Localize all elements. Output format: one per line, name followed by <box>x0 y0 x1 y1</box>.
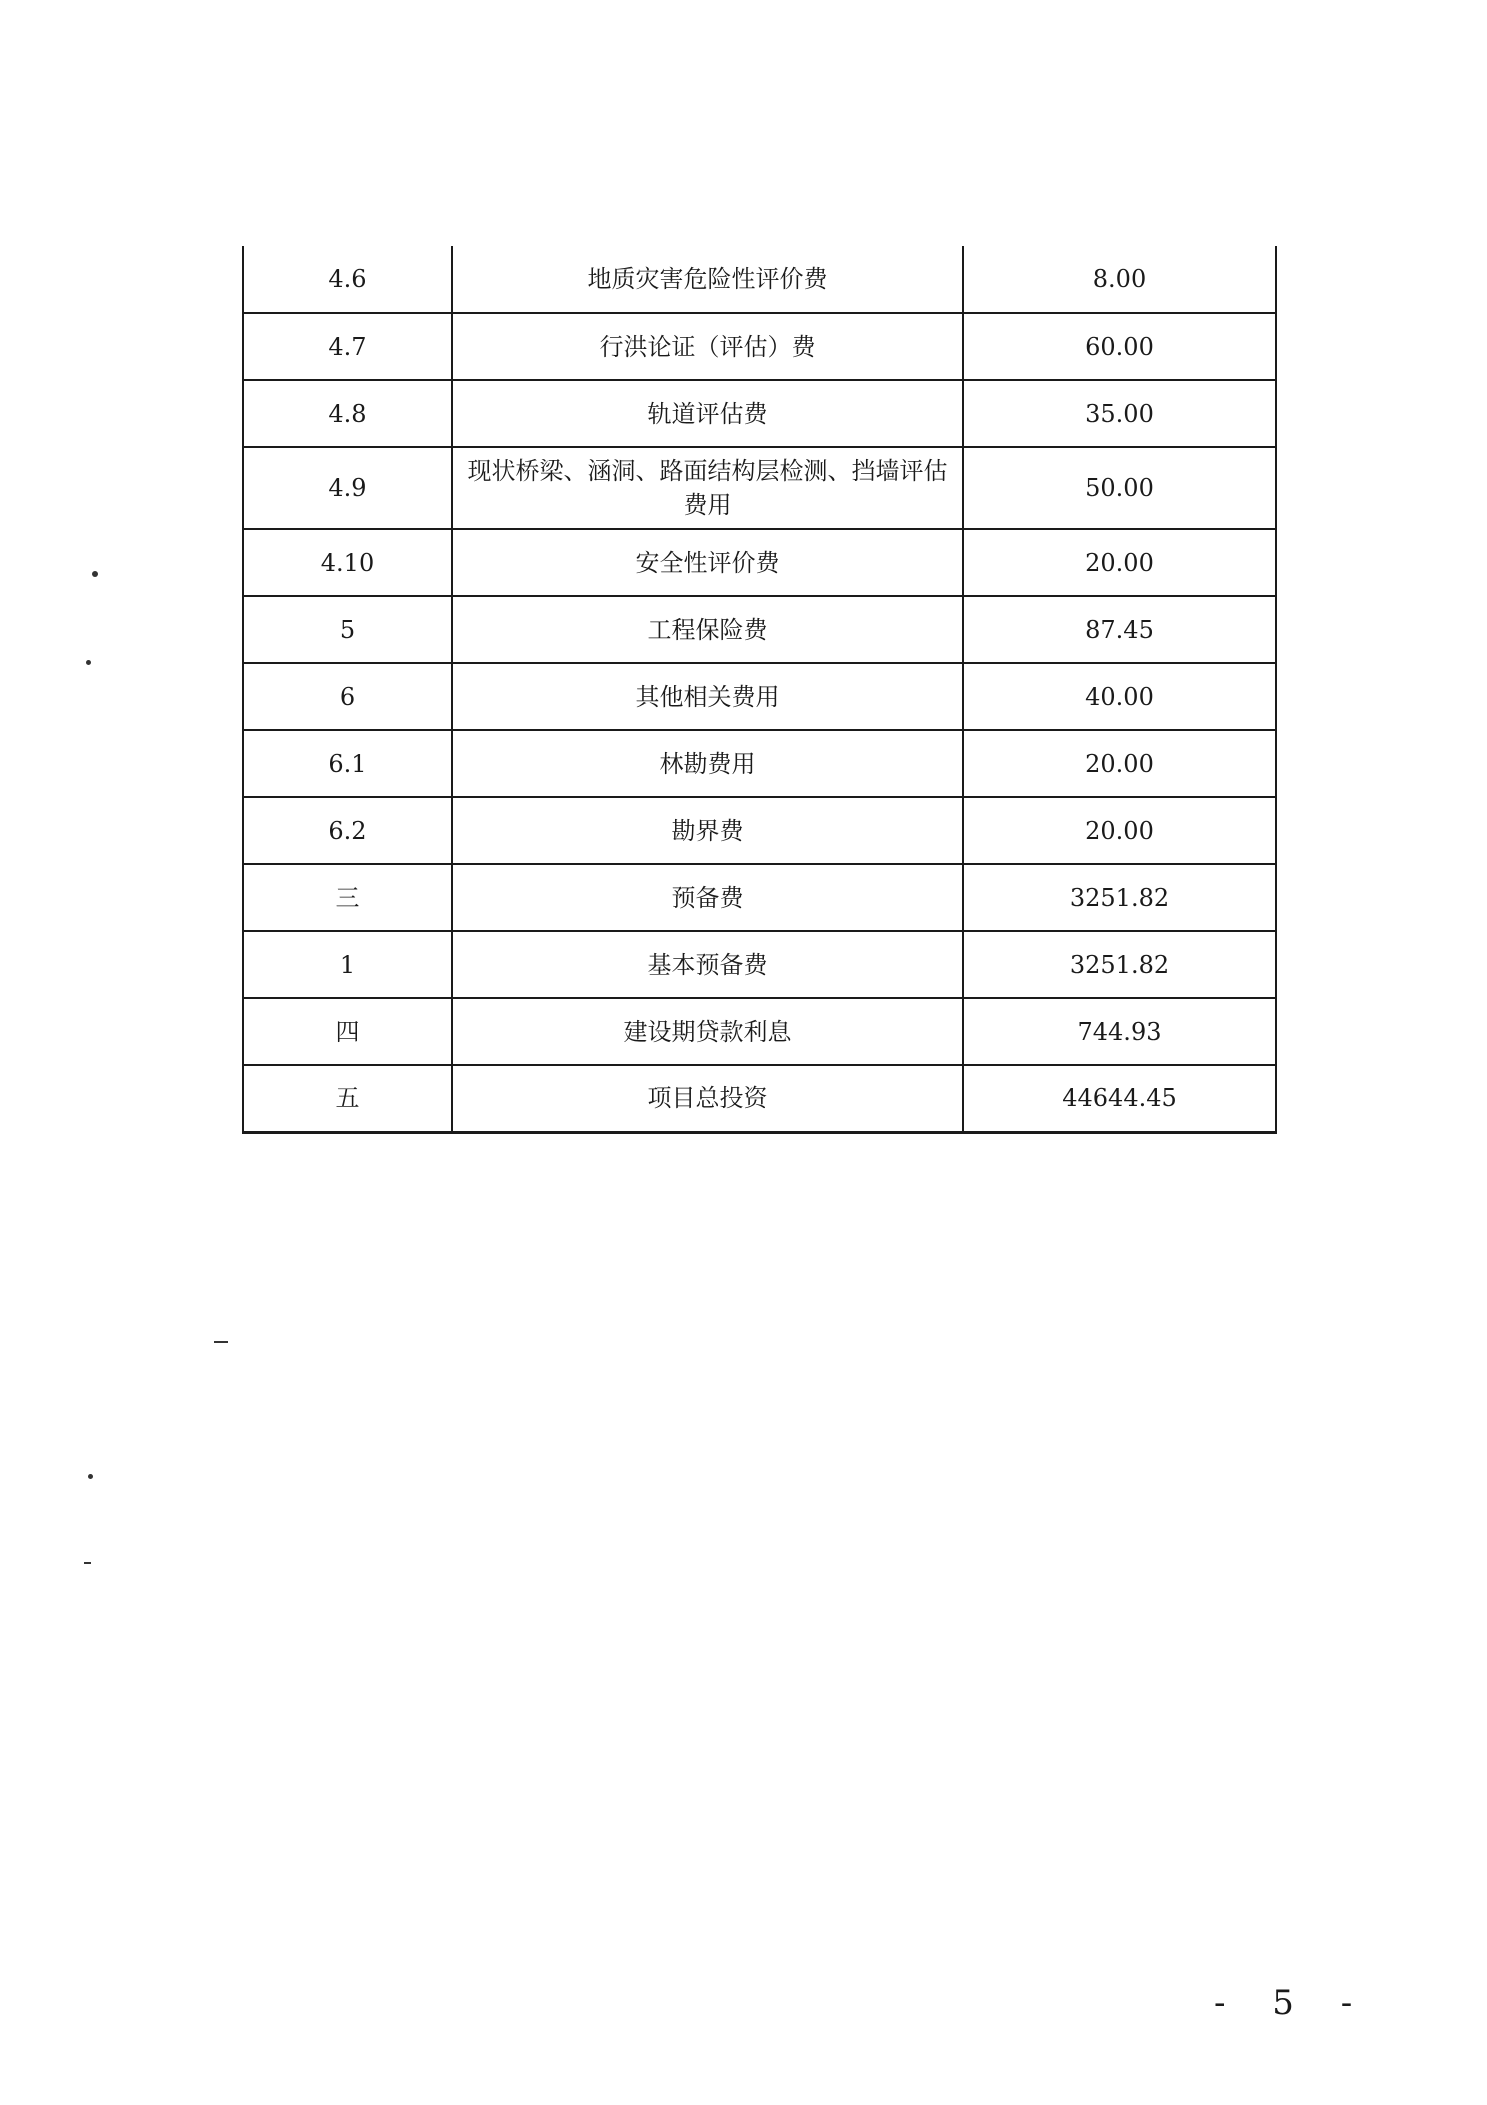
row-item-cell: 行洪论证（评估）费 <box>452 313 963 380</box>
row-amount-cell: 20.00 <box>963 797 1276 864</box>
scan-mark <box>86 660 91 665</box>
row-item-cell: 林勘费用 <box>452 730 963 797</box>
row-item-cell: 现状桥梁、涵洞、路面结构层检测、挡墙评估费用 <box>452 447 963 529</box>
row-amount-cell: 20.00 <box>963 730 1276 797</box>
row-number-cell: 6.2 <box>243 797 452 864</box>
row-item-cell: 工程保险费 <box>452 596 963 663</box>
scan-mark <box>214 1341 228 1343</box>
row-number-cell: 4.9 <box>243 447 452 529</box>
row-number-cell: 5 <box>243 596 452 663</box>
row-amount-cell: 60.00 <box>963 313 1276 380</box>
row-item-cell: 建设期贷款利息 <box>452 998 963 1065</box>
row-item-cell: 地质灾害危险性评价费 <box>452 246 963 313</box>
table-row <box>243 730 1276 797</box>
table-row <box>243 529 1276 596</box>
row-number-cell: 6 <box>243 663 452 730</box>
row-number-cell: 4.6 <box>243 246 452 313</box>
row-amount-cell: 87.45 <box>963 596 1276 663</box>
cost-table <box>242 246 1277 1134</box>
row-amount-cell: 20.00 <box>963 529 1276 596</box>
row-number-cell: 四 <box>243 998 452 1065</box>
row-number-cell: 4.8 <box>243 380 452 447</box>
scan-mark <box>84 1562 91 1564</box>
row-amount-cell: 50.00 <box>963 447 1276 529</box>
row-number-cell: 五 <box>243 1065 452 1132</box>
table-row <box>243 380 1276 447</box>
row-amount-cell: 3251.82 <box>963 864 1276 931</box>
table-row <box>243 998 1276 1065</box>
row-amount-cell: 35.00 <box>963 380 1276 447</box>
row-item-cell: 安全性评价费 <box>452 529 963 596</box>
table-row <box>243 864 1276 931</box>
row-amount-cell: 44644.45 <box>963 1065 1276 1132</box>
scan-mark <box>92 571 98 577</box>
row-number-cell: 1 <box>243 931 452 998</box>
row-item-cell: 轨道评估费 <box>452 380 963 447</box>
scan-mark <box>88 1474 93 1479</box>
row-number-cell: 6.1 <box>243 730 452 797</box>
table-row <box>243 596 1276 663</box>
row-item-cell: 预备费 <box>452 864 963 931</box>
row-amount-cell: 8.00 <box>963 246 1276 313</box>
page-number: - 5 - <box>1214 1983 1371 2023</box>
table-row <box>243 447 1276 529</box>
table-row <box>243 246 1276 313</box>
table-row <box>243 663 1276 730</box>
table-row <box>243 313 1276 380</box>
row-item-cell: 其他相关费用 <box>452 663 963 730</box>
row-amount-cell: 744.93 <box>963 998 1276 1065</box>
row-item-cell: 基本预备费 <box>452 931 963 998</box>
row-amount-cell: 3251.82 <box>963 931 1276 998</box>
table-row <box>243 931 1276 998</box>
cost-table-body <box>243 246 1276 1132</box>
row-item-cell: 项目总投资 <box>452 1065 963 1132</box>
row-number-cell: 4.7 <box>243 313 452 380</box>
row-number-cell: 4.10 <box>243 529 452 596</box>
table-row <box>243 1065 1276 1132</box>
row-item-cell: 勘界费 <box>452 797 963 864</box>
row-amount-cell: 40.00 <box>963 663 1276 730</box>
row-number-cell: 三 <box>243 864 452 931</box>
table-row <box>243 797 1276 864</box>
